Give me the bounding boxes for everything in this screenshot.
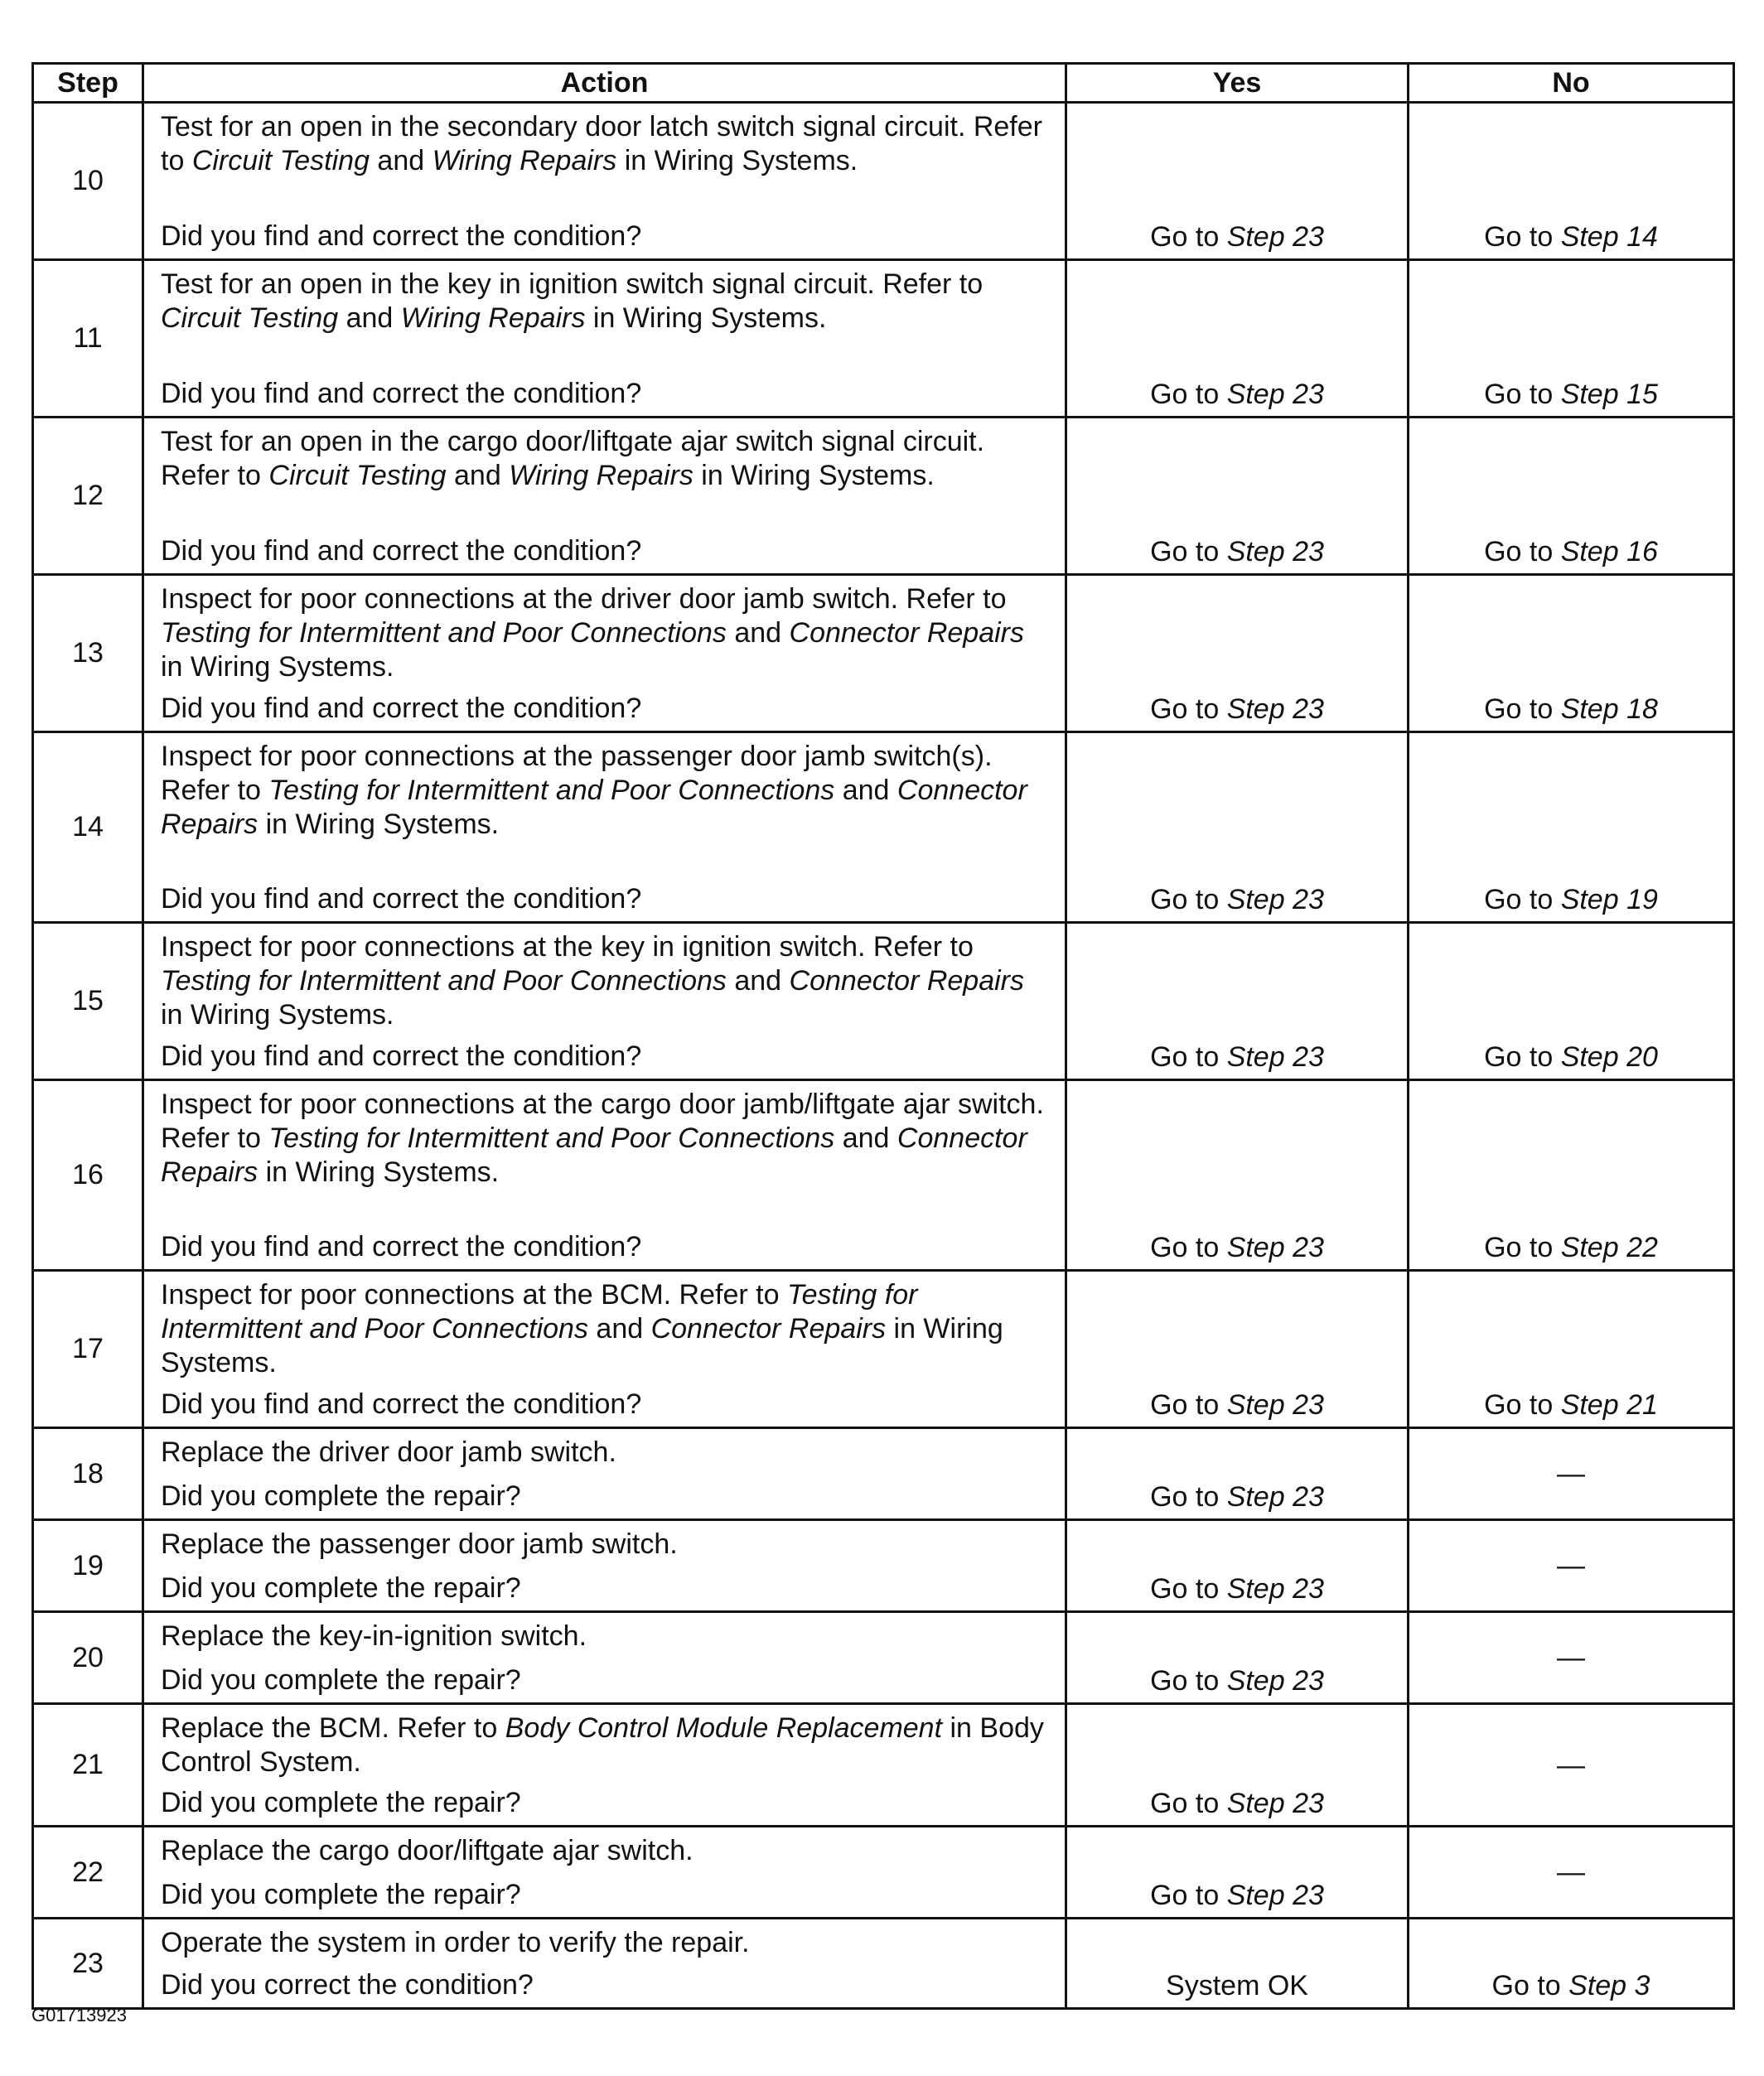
text-segment: Go to (1484, 221, 1561, 253)
text-segment: Go to (1484, 1041, 1561, 1073)
header-action: Action (143, 64, 1066, 103)
text-segment: Go to (1150, 1481, 1227, 1513)
reference-text: Step 14 (1560, 221, 1658, 253)
reference-text: Step 19 (1560, 884, 1658, 915)
action-cell (143, 1271, 1066, 1428)
reference-text: Step 23 (1226, 379, 1324, 410)
action-cell (143, 1428, 1066, 1520)
step-number: 13 (33, 575, 143, 732)
reference-text: Step 16 (1560, 536, 1658, 567)
yes-result (1066, 260, 1409, 418)
action-cell (143, 1827, 1066, 1919)
reference-text: Connector Repairs (161, 1122, 1027, 1188)
step-number: 12 (33, 418, 143, 575)
reference-text: Step 23 (1226, 221, 1324, 253)
action-question: Did you find and correct the condition? (161, 693, 642, 724)
reference-text: Connector Repairs (789, 617, 1025, 649)
text-segment: Go to (1484, 884, 1561, 915)
step-number: 21 (33, 1704, 143, 1827)
table-row (33, 418, 1734, 575)
text-segment: Go to (1150, 536, 1227, 567)
diagnostic-table-sheet (31, 62, 1733, 2010)
text-segment: Go to (1484, 1232, 1561, 1263)
text-segment: Replace the passenger door jamb switch. (161, 1528, 678, 1560)
text-segment: in Wiring Systems. (161, 651, 394, 683)
reference-text: Step 15 (1560, 379, 1658, 410)
reference-text: Step 23 (1226, 1880, 1324, 1911)
reference-text: Wiring Repairs (432, 145, 617, 176)
yes-result (1066, 1428, 1409, 1520)
text-segment: Go to (1150, 1880, 1227, 1911)
action-question: Did you correct the condition? (161, 1969, 534, 2001)
step-number: 15 (33, 923, 143, 1080)
text-segment: Test for an open in the cargo door/liftgate ajar switch signal circuit. Refer to (161, 426, 985, 491)
text-segment: Go to (1150, 884, 1227, 915)
yes-result (1066, 1271, 1409, 1428)
no-result (1409, 1428, 1734, 1520)
text-segment: Replace the key-in-ignition switch. (161, 1620, 587, 1652)
text-segment: Go to (1150, 1041, 1227, 1073)
action-cell (143, 732, 1066, 923)
text-segment: Go to (1150, 1232, 1227, 1263)
step-number: 19 (33, 1520, 143, 1612)
table-row (33, 260, 1734, 418)
text-segment: Go to (1150, 693, 1227, 725)
reference-text: Connector Repairs (161, 775, 1027, 840)
reference-text: Step 20 (1560, 1041, 1658, 1073)
text-segment: in Wiring Systems. (258, 1156, 500, 1188)
no-result (1409, 1271, 1734, 1428)
reference-text: Testing for Intermittent and Poor Connections (161, 1279, 918, 1345)
text-segment: and (369, 145, 433, 176)
action-question: Did you complete the repair? (161, 1787, 521, 1818)
yes-result (1066, 732, 1409, 923)
reference-text: Wiring Repairs (509, 460, 694, 491)
text-segment: in Wiring Systems. (616, 145, 858, 176)
text-segment: in Wiring Systems. (161, 1313, 1003, 1378)
header-no: No (1409, 64, 1734, 103)
text-segment: Go to (1150, 1389, 1227, 1421)
action-instruction (161, 1711, 1048, 1779)
table-row (33, 1080, 1734, 1271)
text-segment: System OK (1166, 1970, 1308, 2001)
text-segment: and (587, 1313, 651, 1345)
action-cell (143, 1612, 1066, 1704)
reference-text: Step 23 (1226, 884, 1324, 915)
step-number: 14 (33, 732, 143, 923)
reference-text: Testing for Intermittent and Poor Connections (268, 775, 835, 806)
action-question: Did you complete the repair? (161, 1480, 521, 1512)
reference-text: Step 23 (1226, 1389, 1324, 1421)
text-segment: Inspect for poor connections at the BCM. Refer to (161, 1279, 787, 1311)
no-result (1409, 103, 1734, 260)
reference-text: Step 23 (1226, 1232, 1324, 1263)
yes-result (1066, 1704, 1409, 1827)
action-cell (143, 1704, 1066, 1827)
reference-text: Step 23 (1226, 1481, 1324, 1513)
text-segment: in Wiring Systems. (585, 302, 827, 334)
reference-text: Step 22 (1560, 1232, 1658, 1263)
action-cell (143, 418, 1066, 575)
header-yes: Yes (1066, 64, 1409, 103)
text-segment: in Wiring Systems. (258, 809, 500, 840)
text-segment: Inspect for poor connections at the cargo door jamb/liftgate ajar switch. Refer to (161, 1089, 1044, 1154)
reference-text: Step 23 (1226, 693, 1324, 725)
action-question: Did you find and correct the condition? (161, 378, 642, 409)
no-result (1409, 260, 1734, 418)
reference-text: Testing for Intermittent and Poor Connections (268, 1122, 835, 1154)
text-segment: Go to (1150, 1665, 1227, 1697)
text-segment: in Body Control System. (161, 1712, 1044, 1778)
action-instruction (161, 930, 1048, 1032)
yes-result (1066, 1520, 1409, 1612)
text-segment: Inspect for poor connections at the driver door jamb switch. Refer to (161, 583, 1007, 615)
text-segment: in Wiring Systems. (161, 999, 394, 1031)
header-step: Step (33, 64, 143, 103)
reference-text: Connector Repairs (789, 965, 1025, 997)
no-result (1409, 732, 1734, 923)
table-row (33, 1919, 1734, 2009)
reference-text: Step 23 (1226, 1665, 1324, 1697)
table-header-row (33, 64, 1734, 103)
table-row (33, 1520, 1734, 1612)
figure-id: G01713923 (31, 2005, 127, 2025)
text-segment: Test for an open in the secondary door latch switch signal circuit. Refer to (161, 111, 1042, 176)
no-result (1409, 418, 1734, 575)
action-instruction (161, 1278, 1048, 1380)
text-segment: Test for an open in the key in ignition switch signal circuit. Refer to (161, 268, 983, 300)
text-segment: Go to (1491, 1970, 1569, 2001)
action-instruction (161, 1834, 1048, 1868)
text-segment: and (446, 460, 510, 491)
reference-text: Step 3 (1568, 1970, 1650, 2001)
reference-text: Step 23 (1226, 536, 1324, 567)
table-row (33, 575, 1734, 732)
action-instruction (161, 268, 1048, 336)
reference-text: Step 21 (1560, 1389, 1658, 1421)
yes-result (1066, 103, 1409, 260)
text-segment: Replace the driver door jamb switch. (161, 1436, 616, 1468)
text-segment: Go to (1484, 1389, 1561, 1421)
text-segment: Go to (1150, 1573, 1227, 1605)
step-number: 20 (33, 1612, 143, 1704)
reference-text: Circuit Testing (161, 302, 339, 334)
action-question: Did you find and correct the condition? (161, 883, 642, 915)
reference-text: Testing for Intermittent and Poor Connections (161, 965, 727, 997)
yes-result (1066, 1080, 1409, 1271)
text-segment: Inspect for poor connections at the key in ignition switch. Refer to (161, 931, 974, 963)
reference-text: Step 23 (1226, 1788, 1324, 1819)
text-segment: and (834, 1122, 897, 1154)
step-number: 22 (33, 1827, 143, 1919)
step-number: 11 (33, 260, 143, 418)
action-cell (143, 575, 1066, 732)
text-segment: — (1557, 1550, 1585, 1581)
action-instruction (161, 740, 1048, 842)
step-number: 18 (33, 1428, 143, 1520)
action-cell (143, 923, 1066, 1080)
table-row (33, 1428, 1734, 1520)
reference-text: Step 23 (1226, 1041, 1324, 1073)
step-number: 10 (33, 103, 143, 260)
reference-text: Step 18 (1560, 693, 1658, 725)
no-result (1409, 1612, 1734, 1704)
action-instruction (161, 425, 1048, 493)
no-result (1409, 1080, 1734, 1271)
reference-text: Circuit Testing (191, 145, 370, 176)
step-number: 23 (33, 1919, 143, 2009)
text-segment: Replace the cargo door/liftgate ajar switch. (161, 1835, 694, 1866)
text-segment: and (338, 302, 401, 334)
action-instruction (161, 1620, 1048, 1654)
text-segment: Replace the BCM. Refer to (161, 1712, 505, 1744)
reference-text: Testing for Intermittent and Poor Connections (161, 617, 727, 649)
action-question: Did you find and correct the condition? (161, 1040, 642, 1072)
step-number: 16 (33, 1080, 143, 1271)
action-question: Did you find and correct the condition? (161, 535, 642, 567)
table-row (33, 103, 1734, 260)
text-segment: Operate the system in order to verify the repair. (161, 1927, 750, 1958)
text-segment: Go to (1484, 693, 1561, 725)
action-instruction (161, 1436, 1048, 1470)
no-result (1409, 923, 1734, 1080)
reference-text: Connector Repairs (650, 1313, 887, 1345)
action-question: Did you complete the repair? (161, 1664, 521, 1696)
action-instruction (161, 110, 1048, 178)
action-instruction (161, 1528, 1048, 1562)
text-segment: — (1557, 1749, 1585, 1781)
text-segment: — (1557, 1856, 1585, 1888)
action-cell (143, 103, 1066, 260)
yes-result (1066, 575, 1409, 732)
text-segment: — (1557, 1458, 1585, 1489)
action-question: Did you complete the repair? (161, 1572, 521, 1604)
action-cell (143, 1520, 1066, 1612)
no-result (1409, 1704, 1734, 1827)
action-question: Did you find and correct the condition? (161, 1388, 642, 1420)
text-segment: in Wiring Systems. (693, 460, 935, 491)
action-cell (143, 1919, 1066, 2009)
text-segment: Inspect for poor connections at the passenger door jamb switch(s). Refer to (161, 741, 993, 806)
yes-result (1066, 418, 1409, 575)
no-result (1409, 1827, 1734, 1919)
action-cell (143, 1080, 1066, 1271)
action-cell (143, 260, 1066, 418)
text-segment: Go to (1484, 536, 1561, 567)
yes-result (1066, 1827, 1409, 1919)
table-row (33, 732, 1734, 923)
diagnostic-table (31, 62, 1735, 2010)
table-row (33, 923, 1734, 1080)
yes-result (1066, 1919, 1409, 2009)
text-segment: — (1557, 1642, 1585, 1673)
text-segment: Go to (1484, 379, 1561, 410)
reference-text: Circuit Testing (268, 460, 447, 491)
text-segment: Go to (1150, 379, 1227, 410)
text-segment: and (726, 617, 790, 649)
reference-text: Body Control Module Replacement (505, 1712, 943, 1744)
text-segment: and (834, 775, 897, 806)
reference-text: Wiring Repairs (400, 302, 586, 334)
yes-result (1066, 923, 1409, 1080)
no-result (1409, 1520, 1734, 1612)
text-segment: and (726, 965, 790, 997)
no-result (1409, 575, 1734, 732)
table-row (33, 1612, 1734, 1704)
action-instruction (161, 582, 1048, 684)
table-row (33, 1827, 1734, 1919)
action-question: Did you complete the repair? (161, 1879, 521, 1910)
no-result (1409, 1919, 1734, 2009)
reference-text: Step 23 (1226, 1573, 1324, 1605)
table-row (33, 1271, 1734, 1428)
action-instruction (161, 1926, 1048, 1960)
text-segment: Go to (1150, 221, 1227, 253)
action-question: Did you find and correct the condition? (161, 1231, 642, 1262)
action-question: Did you find and correct the condition? (161, 220, 642, 252)
text-segment: Go to (1150, 1788, 1227, 1819)
step-number: 17 (33, 1271, 143, 1428)
action-instruction (161, 1088, 1048, 1190)
yes-result (1066, 1612, 1409, 1704)
table-row (33, 1704, 1734, 1827)
